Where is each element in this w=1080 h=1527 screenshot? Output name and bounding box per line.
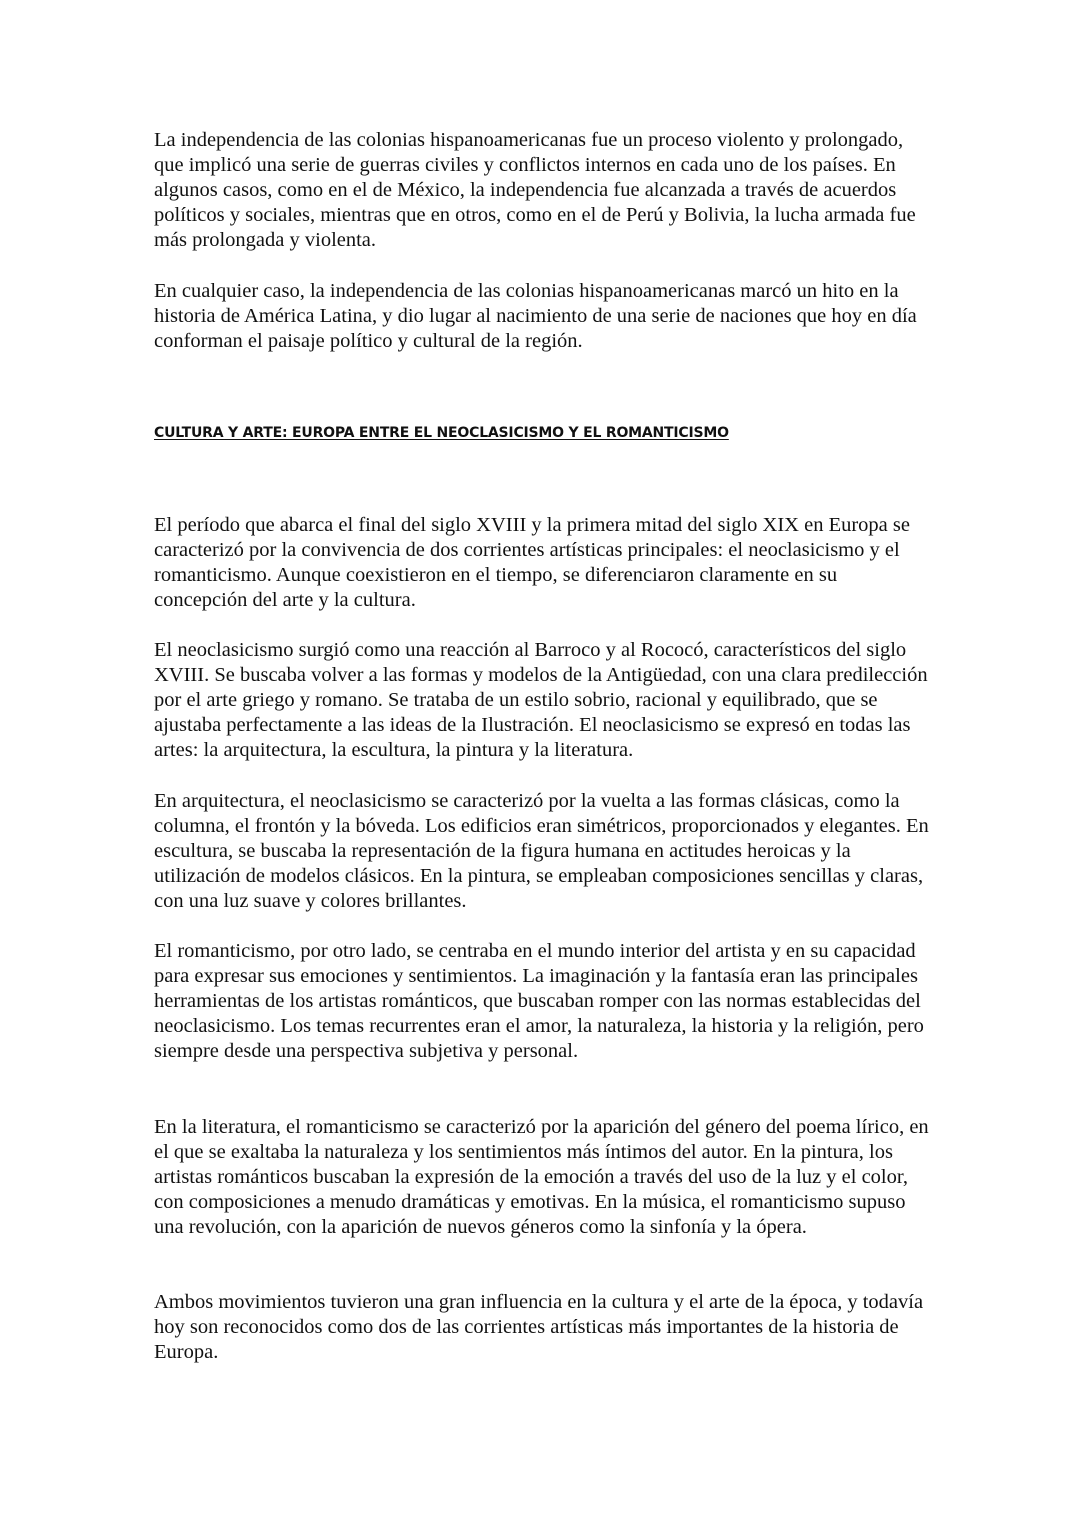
paragraph-independencia-hito: En cualquier caso, la independencia de las colonias hispanoamericanas marcó un hito en la historia de América Latina, y dio lugar al nacimiento de una serie de naciones que hoy en día conforman el paisaje político y cultural de la región. (154, 280, 917, 352)
paragraph-neoclasicismo: El neoclasicismo surgió como una reacción al Barroco y al Rococó, característicos del siglo XVIII. Se buscaba volver a las formas y modelos de la Antigüedad, con una clara predilección por el arte griego y romano. Se trataba de un estilo sobrio, racional y equilibrado, que se ajustaba perfectamente a las ideas de la Ilustración. El neoclasicismo se expresó en todas las artes: la arquitectura, la escultura, la pintura y la literatura. (154, 639, 928, 761)
section-heading: CULTURA Y ARTE: EUROPA ENTRE EL NEOCLASICISMO Y EL ROMANTICISMO (154, 425, 729, 441)
paragraph-periodo: El período que abarca el final del siglo XVIII y la primera mitad del siglo XIX en Europa se caracterizó por la convivencia de dos corrientes artísticas principales: el neoclasicismo y el romanticismo. Aunque coexistieron en el tiempo, se diferenciaron claramente en su concepción del arte y la cultura. (154, 514, 910, 611)
paragraph-romanticismo: El romanticismo, por otro lado, se centraba en el mundo interior del artista y en su capacidad para expresar sus emociones y sentimientos. La imaginación y la fantasía eran las principales herramientas de los artistas románticos, que buscaban romper con las normas establecidas del neoclasicismo. Los temas recurrentes eran el amor, la naturaleza, la historia y la religión, pero siempre desde una perspectiva subjetiva y personal. (154, 940, 924, 1062)
paragraph-independencia-proceso: La independencia de las colonias hispanoamericanas fue un proceso violento y prolongado, que implicó una serie de guerras civiles y conflictos internos en cada uno de los países. En algunos casos, como en el de México, la independencia fue alcanzada a través de acuerdos políticos y sociales, mientras que en otros, como en el de Perú y Bolivia, la lucha armada fue más prolongada y violenta. (154, 129, 916, 251)
paragraph-arquitectura: En arquitectura, el neoclasicismo se caracterizó por la vuelta a las formas clásicas, como la columna, el frontón y la bóveda. Los edificios eran simétricos, proporcionados y elegantes. En escultura, se buscaba la representación de la figura humana en actitudes heroicas y la utilización de modelos clásicos. En la pintura, se empleaban composiciones sencillas y claras, con una luz suave y colores brillantes. (154, 790, 929, 912)
paragraph-ambos-movimientos: Ambos movimientos tuvieron una gran influencia en la cultura y el arte de la época, y todavía hoy son reconocidos como dos de las corrientes artísticas más importantes de la historia de Europa. (154, 1291, 924, 1363)
paragraph-literatura: En la literatura, el romanticismo se caracterizó por la aparición del género del poema lírico, en el que se exaltaba la naturaleza y los sentimientos más íntimos del autor. En la pintura, los artistas románticos buscaban la expresión de la emoción a través del uso de la luz y el color, con composiciones a menudo dramáticas y emotivas. En la música, el romanticismo supuso una revolución, con la aparición de nuevos géneros como la sinfonía y la ópera. (154, 1116, 929, 1238)
